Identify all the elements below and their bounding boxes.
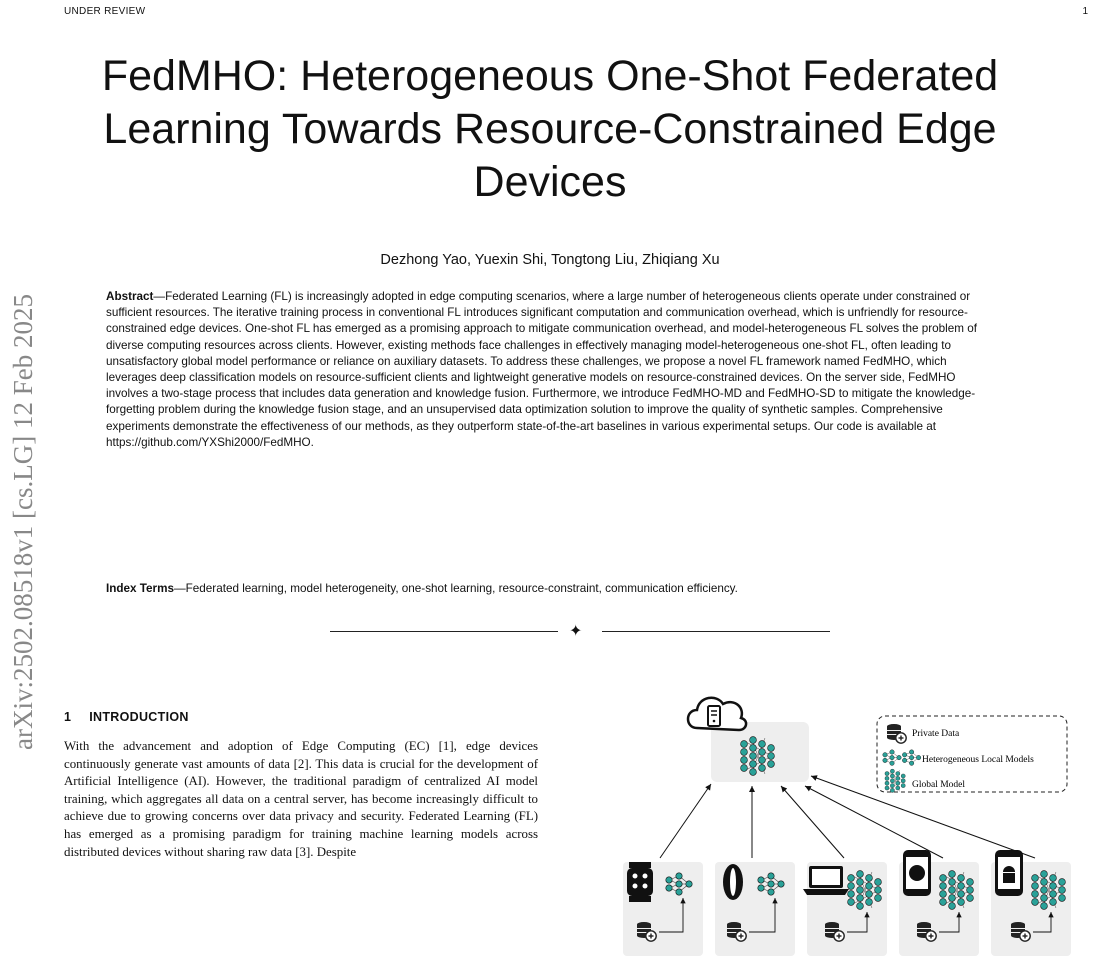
abstract-text: —Federated Learning (FL) is increasingly adopted in edge computing scenarios, where a large number of heterogeneous clients operate under constrained or sufficient resources. The iterative training process in conventional FL introduces significant computation and communication overhead, which is unfriendly for resource-constrained edge devices. One-shot FL has emerged as a promising approach to mitigate communication overhead, and model-heterogeneous FL solves the problem of diverse computing resources across clients. However, existing methods face challenges in effectively managing model-heterogeneous one-shot FL, often leading to unsatisfactory global model performance or reliance on auxiliary datasets. To address these challenges, we propose a novel FL framework named FedMHO, which leverages deep classification models on resource-sufficient clients and lightweight generative models on resource-constrained devices. On the server side, FedMHO involves a two-stage process that includes data generation and knowledge fusion. Furthermore, we introduce FedMHO-MD and FedMHO-SD to mitigate the knowledge-forgetting problem during the knowledge fusion stage, and an unsupervised data optimization solution to improve the quality of synthetic samples. Comprehensive experiments demonstrate the effectiveness of our methods, as they outperform state-of-the-art baselines in various experimental setups. Our code is available at https://github.com/YXShi2000/FedMHO.	[106, 290, 977, 449]
section-divider	[330, 624, 830, 638]
section-title: INTRODUCTION	[89, 710, 189, 724]
client-laptop	[803, 862, 887, 956]
page-number: 1	[1082, 6, 1088, 17]
arxiv-stamp	[4, 250, 44, 750]
upload-arrow	[805, 786, 943, 858]
introduction-text: With the advancement and adoption of Edge Computing (EC) [1], edge devices continuously generate vast amounts of data [2]. This data is crucial for the development of Artificial Intelligence (AI). However, the traditional paradigm of centralized AI model training, which aggregates all data on a central server, has become increasingly difficult to achieve due to growing concerns over data privacy and security. Federated Learning (FL) has emerged as a promising paradigm for training machine learning models across distributed devices without sharing raw data [3]. Despite	[64, 739, 538, 859]
legend-private-data: Private Data	[912, 729, 960, 739]
arxiv-stamp-text: arXiv:2502.08518v1 [cs.LG] 12 Feb 2025	[8, 294, 38, 750]
cloud-server-icon	[688, 698, 746, 730]
index-terms-text: —Federated learning, model heterogeneity, one-shot learning, resource-constraint, communication efficiency.	[173, 582, 738, 595]
abstract	[106, 289, 994, 451]
paper-title: FedMHO: Heterogeneous One-Shot Federated Learning Towards Resource-Constrained Edge Devices	[101, 52, 999, 206]
system-figure	[615, 686, 1075, 956]
section-number: 1	[64, 710, 72, 724]
section-heading	[64, 710, 189, 724]
client-iphone	[899, 850, 979, 956]
client-android-phone	[991, 850, 1071, 956]
index-terms-label: Index Terms	[106, 582, 174, 595]
client-smartwatch	[623, 862, 703, 956]
client-smart-ring	[715, 862, 795, 956]
divider-star-icon: ✦	[569, 623, 583, 640]
upload-arrow	[660, 784, 711, 858]
running-header: UNDER REVIEW	[64, 6, 146, 17]
author-list: Dezhong Yao, Yuexin Shi, Tongtong Liu, Zhiqiang Xu	[380, 252, 720, 268]
legend-local-models: Heterogeneous Local Models	[922, 755, 1034, 765]
abstract-label: Abstract	[106, 290, 154, 303]
upload-arrow	[781, 786, 844, 858]
legend-global-model: Global Model	[912, 780, 966, 790]
index-terms	[106, 582, 994, 595]
